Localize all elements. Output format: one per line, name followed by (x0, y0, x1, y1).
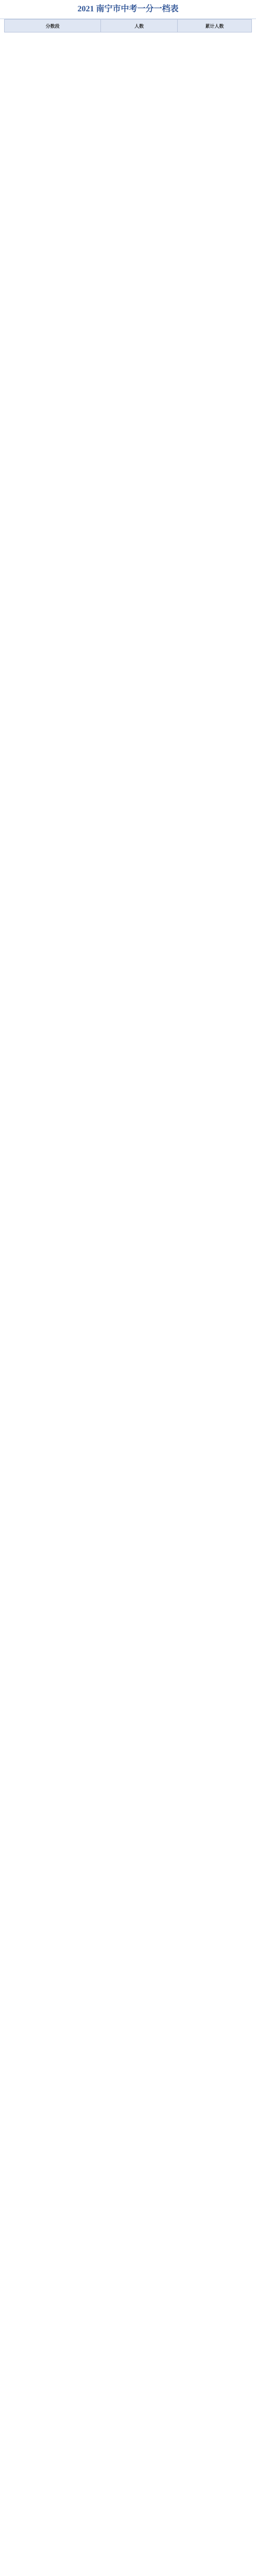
header-count: 人数 (101, 20, 178, 32)
score-rank-table (4, 19, 252, 32)
header-score-range: 分数段 (5, 20, 101, 32)
score-table-wrapper (4, 19, 252, 32)
table-header-row (5, 20, 252, 32)
page-title: 2021 南宁市中考一分一档表 (0, 0, 256, 19)
header-cumulative: 累计人数 (177, 20, 251, 32)
